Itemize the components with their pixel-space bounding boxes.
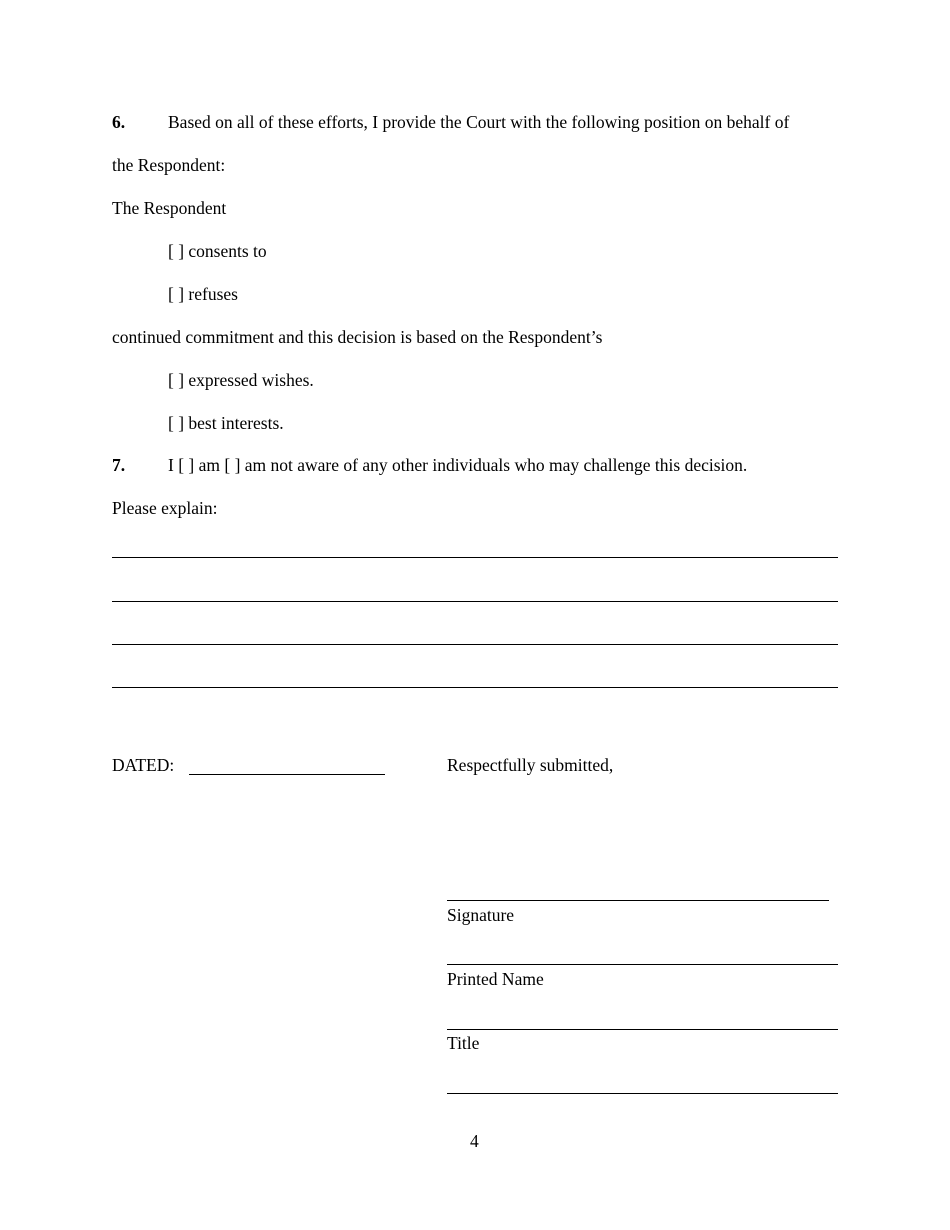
- item-7-number: 7.: [112, 455, 126, 475]
- printed-name-line[interactable]: [447, 964, 838, 965]
- item-6-number: 6.: [112, 112, 126, 132]
- explain-line[interactable]: [112, 557, 838, 558]
- refuses-checkbox[interactable]: [ ] refuses: [168, 284, 238, 304]
- respectfully-submitted: Respectfully submitted,: [447, 755, 614, 775]
- best-interests-checkbox[interactable]: [ ] best interests.: [168, 413, 284, 433]
- expressed-wishes-checkbox[interactable]: [ ] expressed wishes.: [168, 370, 314, 390]
- printed-name-label: Printed Name: [447, 969, 544, 989]
- item-6-text-line2: the Respondent:: [112, 155, 226, 175]
- title-label: Title: [447, 1033, 480, 1053]
- basis-text: continued commitment and this decision is based on the Respondent’s: [112, 327, 603, 347]
- explain-line[interactable]: [112, 687, 838, 688]
- signature-line[interactable]: [447, 900, 829, 901]
- signature-label: Signature: [447, 905, 515, 925]
- dated-label: DATED:: [112, 755, 175, 775]
- item-6-text-line1: Based on all of these efforts, I provide the Court with the following position on behalf of: [168, 112, 790, 132]
- explain-label: Please explain:: [112, 498, 218, 518]
- dated-line[interactable]: [189, 774, 385, 775]
- respondent-label: The Respondent: [112, 198, 227, 218]
- page-number: 4: [470, 1131, 479, 1151]
- consents-checkbox[interactable]: [ ] consents to: [168, 241, 267, 261]
- explain-line[interactable]: [112, 601, 838, 602]
- extra-line[interactable]: [447, 1093, 838, 1094]
- title-line[interactable]: [447, 1029, 838, 1030]
- explain-line[interactable]: [112, 644, 838, 645]
- item-7-text: I [ ] am [ ] am not aware of any other individuals who may challenge this decision.: [168, 455, 748, 475]
